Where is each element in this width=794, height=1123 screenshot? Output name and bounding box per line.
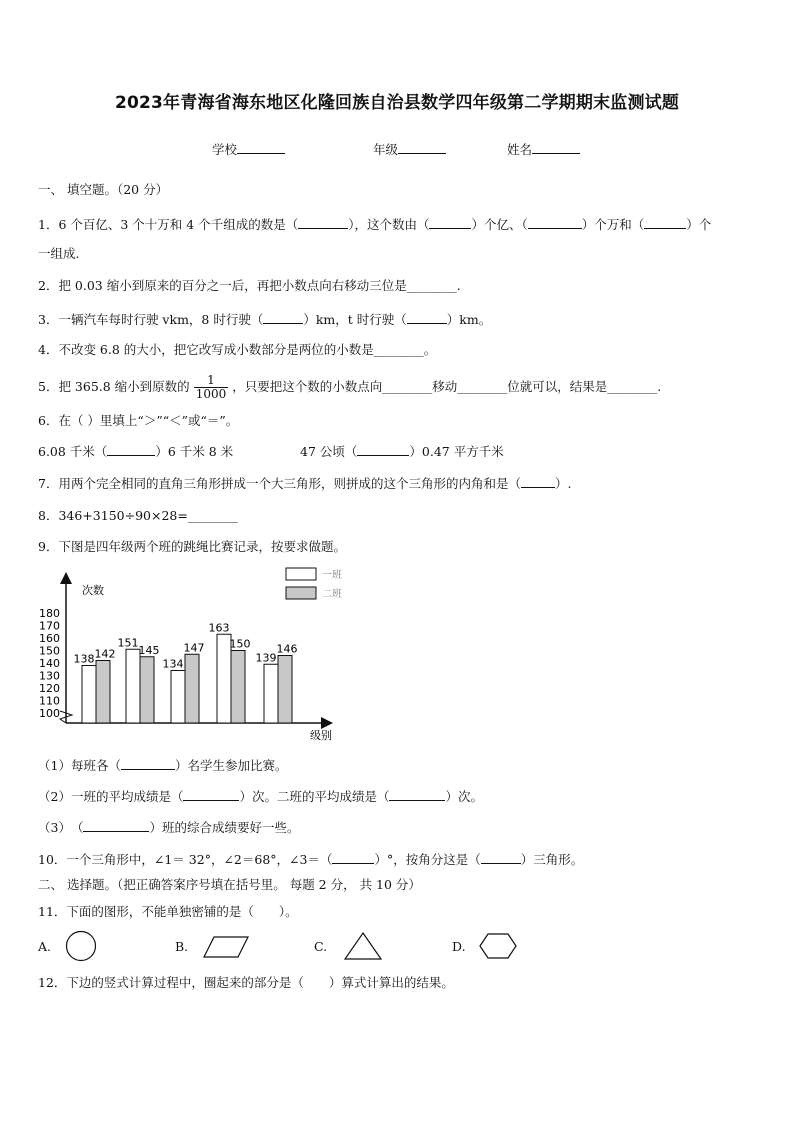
bars (74, 621, 298, 723)
q1-blank-2[interactable] (429, 216, 471, 229)
question-7 (38, 475, 764, 492)
question-10 (38, 851, 764, 868)
q10-text-a: 10．一个三角形中，∠1＝ 32°，∠2＝68°，∠3＝（ (38, 852, 333, 867)
q3-blank-1[interactable] (263, 311, 303, 324)
page-title: 2023年青海省海东地区化隆回族自治县数学四年级第二学期期末监测试题 (114, 93, 680, 113)
y-tick-label: 100 (39, 707, 60, 720)
q1-text-b: ），这个数由（ (348, 217, 430, 232)
section2-header: 二、 选择题。（把正确答案序号填在括号里。 每题 2 分， 共 10 分） (38, 877, 421, 892)
q9-1-blank[interactable] (121, 757, 175, 770)
y-tick-label: 160 (39, 632, 60, 645)
question-5 (38, 372, 764, 402)
y-tick-label: 170 (39, 619, 60, 633)
x-axis-label: 级别 (310, 729, 332, 742)
q9-2-blank-1[interactable] (183, 788, 239, 801)
q1-text-d: ）个万和（ (581, 217, 645, 232)
q5-numerator: 1 (194, 374, 229, 388)
school-label: 学校 (212, 142, 238, 157)
section1-header: 一、 填空题。（20 分） (38, 182, 169, 197)
bar-value-label: 138 (73, 652, 95, 666)
question-2: 2．把 0.03 缩小到原来的百分之一后，再把小数点向右移动三位是________. (38, 278, 461, 293)
bar-class2 (231, 651, 245, 724)
y-tick-label: 120 (39, 682, 60, 695)
legend-label-class1: 一班 (322, 570, 342, 581)
bar-value-label: 146 (276, 642, 298, 656)
question-12: 12．下边的竖式计算过程中，圈起来的部分是（ ）算式计算出的结果。 (38, 975, 454, 990)
q9-1-text-a: （1）每班各（ (38, 758, 121, 773)
bar-value-label: 147 (183, 641, 205, 655)
q5-text-a: 5．把 365.8 缩小到原数的 (38, 379, 190, 394)
bar-class2 (185, 654, 199, 723)
jump-rope-bar-chart (30, 565, 350, 745)
q1-blank-4[interactable] (644, 216, 686, 229)
option-b-label[interactable]: B. (175, 939, 189, 954)
q3-text-c: ）km。 (446, 312, 492, 327)
q6a-text-1: 6.08 千米（ (38, 444, 108, 459)
option-d-label[interactable]: D. (452, 939, 466, 954)
y-tick-label: 150 (39, 644, 60, 658)
question-4: 4．不改变 6.8 的大小，把它改写成小数部分是两位的小数是________。 (38, 342, 437, 357)
q9-1-text-b: ）名学生参加比赛。 (174, 758, 288, 773)
question-9-2 (38, 788, 764, 805)
question-11: 11．下面的图形，不能单独密铺的是（ ）。 (38, 904, 298, 919)
y-axis-label: 次数 (82, 584, 104, 597)
q9-2-text-b: ）次。二班的平均成绩是（ (239, 789, 390, 804)
hexagon-shape-icon (478, 932, 518, 960)
q7-text-b: ）. (554, 476, 572, 491)
q6b-text-2: ）0.47 平方千米 (409, 444, 504, 459)
q3-blank-2[interactable] (407, 311, 447, 324)
bar-class1 (82, 666, 96, 724)
legend (286, 568, 342, 600)
name-label: 姓名 (507, 142, 533, 157)
q6a-blank[interactable] (107, 443, 155, 456)
school-blank[interactable] (237, 141, 285, 154)
question-1-cont: 一组成. (38, 246, 80, 261)
legend-swatch-class2 (286, 587, 316, 599)
bar-value-label: 150 (229, 637, 251, 651)
legend-label-class2: 二班 (322, 589, 342, 600)
q5-denominator: 1000 (195, 387, 227, 401)
q9-2-text-c: ）次。 (445, 789, 483, 804)
bar-value-label: 163 (208, 621, 230, 635)
bar-value-label: 142 (94, 647, 116, 661)
question-6: 6．在（ ）里填上“＞”“＜”或“＝”。 (38, 413, 239, 428)
option-a-label[interactable]: A. (38, 939, 52, 954)
bar-value-label: 151 (117, 636, 139, 650)
y-tick-labels (39, 607, 60, 720)
grade-field (373, 140, 446, 158)
y-tick-label: 110 (39, 694, 60, 708)
q1-text-a: 1．6 个百亿、3 个十万和 4 个千组成的数是（ (38, 217, 299, 232)
q3-text-a: 3．一辆汽车每时行驶 vkm，8 时行驶（ (38, 312, 264, 327)
q5-text-b: ，只要把这个数的小数点向________移动________位就可以，结果是________. (232, 379, 662, 394)
q9-3-blank[interactable] (83, 819, 149, 832)
bar-class2 (140, 657, 154, 723)
q10-text-c: ）三角形。 (520, 852, 584, 867)
q9-3-text-b: ）班的综合成绩要好一些。 (149, 820, 300, 835)
y-tick-label: 180 (39, 607, 60, 620)
triangle-shape-icon (343, 931, 383, 961)
q1-text-e: ）个 (686, 217, 712, 232)
parallelogram-shape-icon (202, 935, 250, 959)
q9-2-text-a: （2）一班的平均成绩是（ (38, 789, 184, 804)
option-c-label[interactable]: C. (314, 939, 328, 954)
bar-value-label: 139 (255, 651, 277, 665)
question-9: 9．下图是四年级两个班的跳绳比赛记录，按要求做题。 (38, 539, 346, 554)
q10-text-b: ）°，按角分这是（ (374, 852, 481, 867)
bar-class2 (96, 661, 110, 724)
q10-blank-2[interactable] (481, 851, 521, 864)
circle-shape-icon (64, 930, 98, 962)
q6b-blank[interactable] (357, 443, 409, 456)
name-field (507, 140, 580, 158)
q3-text-b: ）km，t 时行驶（ (303, 312, 407, 327)
bar-value-label: 134 (162, 657, 184, 671)
q10-blank-1[interactable] (332, 851, 374, 864)
question-1 (38, 216, 764, 233)
q1-text-c: ）个亿、（ (471, 217, 528, 232)
question-9-3 (38, 819, 764, 836)
q6a-text-2: ）6 千米 8 米 (155, 444, 234, 459)
q7-blank[interactable] (521, 475, 555, 488)
question-6b (300, 443, 764, 460)
bar-value-label: 145 (138, 643, 160, 657)
q1-blank-3[interactable] (528, 216, 582, 229)
bar-class1 (171, 671, 185, 724)
q1-blank-1[interactable] (298, 216, 348, 229)
question-3 (38, 311, 764, 328)
bar-class2 (278, 656, 292, 724)
bar-class1 (264, 664, 278, 723)
q9-2-blank-2[interactable] (389, 788, 445, 801)
y-tick-label: 130 (39, 669, 60, 683)
name-blank[interactable] (532, 141, 580, 154)
y-tick-label: 140 (39, 657, 60, 670)
q9-3-text-a: （3） （ (38, 820, 84, 835)
grade-blank[interactable] (398, 141, 446, 154)
grade-label: 年级 (373, 142, 399, 157)
question-8: 8．346+3150÷90×28=________ (38, 508, 238, 523)
legend-swatch-class1 (286, 568, 316, 580)
bar-class1 (126, 649, 140, 723)
q6b-text-1: 47 公顷（ (300, 444, 358, 459)
question-9-1 (38, 757, 764, 774)
q7-text-a: 7．用两个完全相同的直角三角形拼成一个大三角形，则拼成的这个三角形的内角和是（ (38, 476, 521, 491)
school-field (212, 140, 285, 158)
q5-fraction (194, 374, 229, 401)
